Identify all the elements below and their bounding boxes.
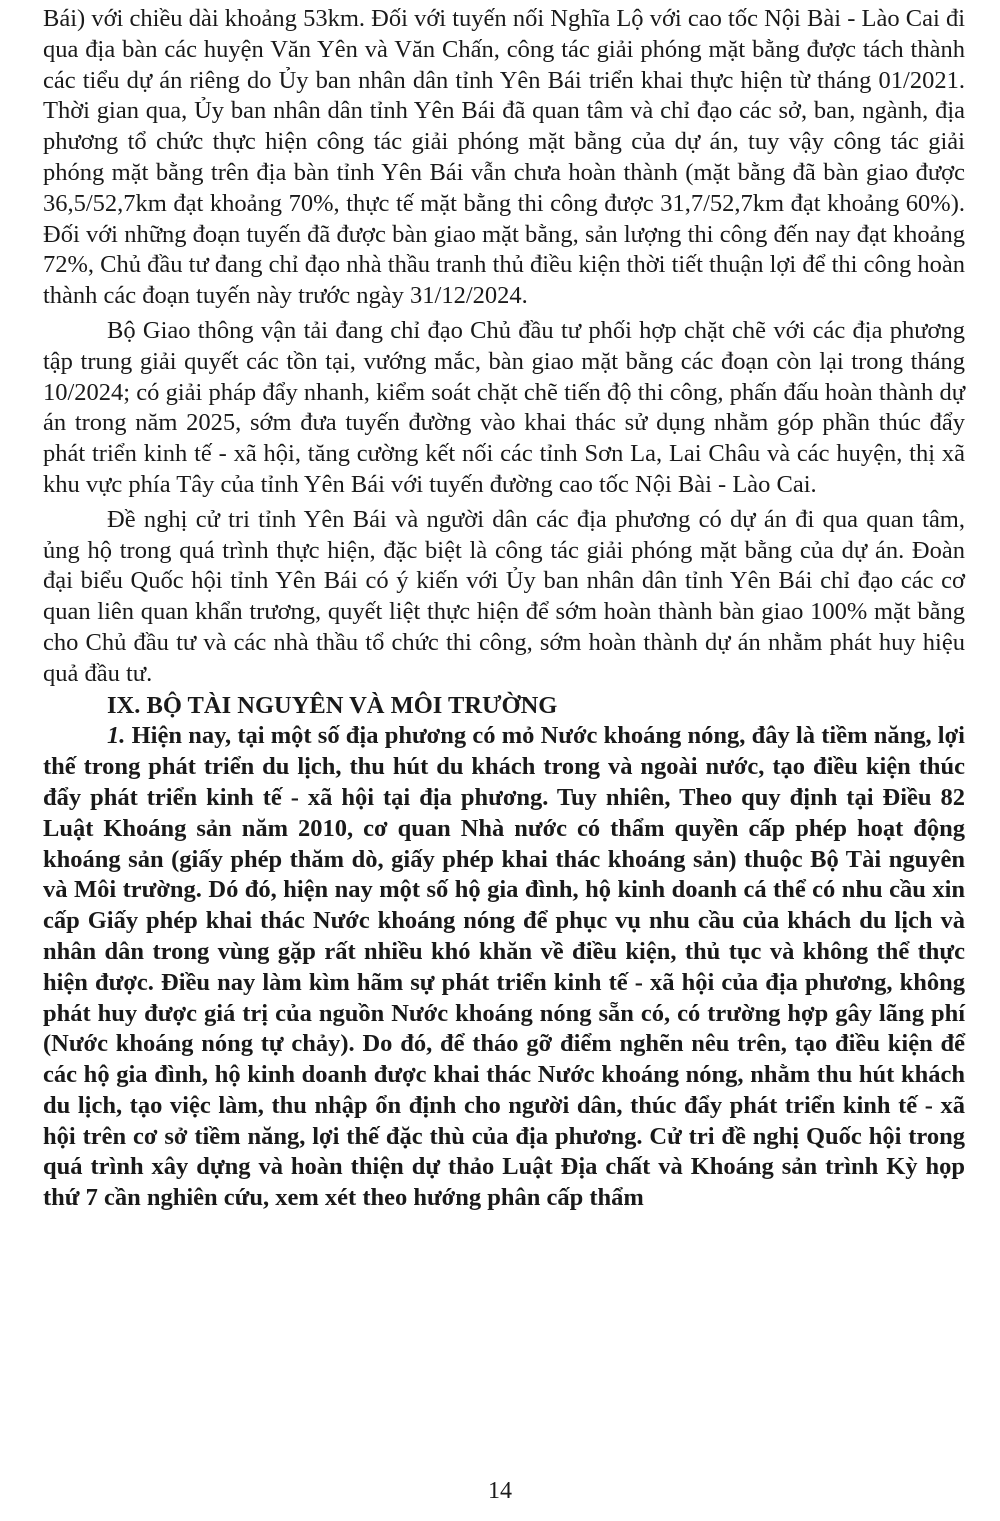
- document-page: [43, 4, 965, 1214]
- paragraph-proposal: Đề nghị cử tri tỉnh Yên Bái và người dân các địa phương có dự án đi qua quan tâm, ủng hộ trong quá trình thực hiện, đặc biệt là công tác giải phóng mặt bằng của dự án. Đoàn đại biểu Quốc hội tỉnh Yên Bái có ý kiến với Ủy ban nhân dân tỉnh Yên Bái chỉ đạo các cơ quan liên quan khẩn trương, quyết liệt thực hiện để sớm hoàn thành bàn giao 100% mặt bằng cho Chủ đầu tư và các nhà thầu tổ chức thi công, sớm hoàn thành dự án nhằm phát huy hiệu quả đầu tư.: [43, 505, 965, 687]
- section-heading: IX. BỘ TÀI NGUYÊN VÀ MÔI TRƯỜNG: [107, 691, 558, 719]
- page-number: 14: [488, 1478, 512, 1504]
- paragraph-continuation: Bái) với chiều dài khoảng 53km. Đối với tuyến nối Nghĩa Lộ với cao tốc Nội Bài - Lào Cai đi qua địa bàn các huyện Văn Yên và Văn Chấn, công tác giải phóng mặt bằng được tách thành các tiểu dự án riêng do Ủy ban nhân dân tỉnh Yên Bái triển khai thực hiện từ tháng 01/2021. Thời gian qua, Ủy ban nhân dân tỉnh Yên Bái đã quan tâm và chỉ đạo các sở, ban, ngành, địa phương tổ chức thực hiện công tác giải phóng mặt bằng của dự án, tuy vậy công tác giải phóng mặt bằng trên địa bàn tỉnh Yên Bái vẫn chưa hoàn thành (mặt bằng đã bàn giao được 36,5/52,7km đạt khoảng 70%, thực tế mặt bằng thi công được 31,7/52,7km đạt khoảng 60%). Đối với những đoạn tuyến đã được bàn giao mặt bằng, sản lượng thi công đến nay đạt khoảng 72%, Chủ đầu tư đang chỉ đạo nhà thầu tranh thủ điều kiện thời tiết thuận lợi để thi công hoàn thành các đoạn tuyến này trước ngày 31/12/2024.: [43, 5, 965, 310]
- item-paragraph: [43, 721, 965, 1214]
- item-text: Hiện nay, tại một số địa phương có mỏ Nước khoáng nóng, đây là tiềm năng, lợi thế trong phát triển du lịch, thu hút du khách trong và ngoài nước, tạo điều kiện thúc đẩy phát triển kinh tế - xã hội tại địa phương. Tuy nhiên, Theo quy định tại Điều 82 Luật Khoáng sản năm 2010, cơ quan Nhà nước có thẩm quyền cấp phép hoạt động khoáng sản (giấy phép thăm dò, giấy phép khai thác khoáng sản) thuộc Bộ Tài nguyên và Môi trường. Dó đó, hiện nay một số hộ gia đình, hộ kinh doanh cá thể có nhu cầu xin cấp Giấy phép khai thác Nước khoáng nóng để phục vụ nhu cầu của khách du lịch và nhân dân trong vùng gặp rất nhiều khó khăn về điều kiện, thủ tục và không thể thực hiện được. Điều nay làm kìm hãm sự phát triển kinh tế - xã hội của địa phương, không phát huy được giá trị của nguồn Nước khoáng nóng sẵn có, có trường hợp gây lãng phí (Nước khoáng nóng tự chảy). Do đó, để tháo gỡ điểm nghẽn nêu trên, tạo điều kiện để các hộ gia đình, hộ kinh doanh được khai thác Nước khoáng nóng, nhằm thu hút khách du lịch, tạo việc làm, thu nhập ổn định cho người dân, thúc đẩy phát triển kinh tế - xã hội trên cơ sở tiềm năng, lợi thế đặc thù của địa phương. Cử tri đề nghị Quốc hội trong quá trình xây dựng và hoàn thiện dự thảo Luật Địa chất và Khoáng sản trình Kỳ họp thứ 7 cần nghiên cứu, xem xét theo hướng phân cấp thẩm: [43, 722, 965, 1212]
- item-number: 1.: [107, 722, 126, 750]
- paragraph-ministry-direction: Bộ Giao thông vận tải đang chỉ đạo Chủ đầu tư phối hợp chặt chẽ với các địa phương tập trung giải quyết các tồn tại, vướng mắc, bàn giao mặt bằng các đoạn còn lại trong tháng 10/2024; có giải pháp đẩy nhanh, kiểm soát chặt chẽ tiến độ thi công, phấn đấu hoàn thành dự án trong năm 2025, sớm đưa tuyến đường vào khai thác sử dụng nhằm góp phần thúc đẩy phát triển kinh tế - xã hội, tăng cường kết nối các tỉnh Sơn La, Lai Châu và các huyện, thị xã khu vực phía Tây của tỉnh Yên Bái với tuyến đường cao tốc Nội Bài - Lào Cai.: [43, 316, 965, 498]
